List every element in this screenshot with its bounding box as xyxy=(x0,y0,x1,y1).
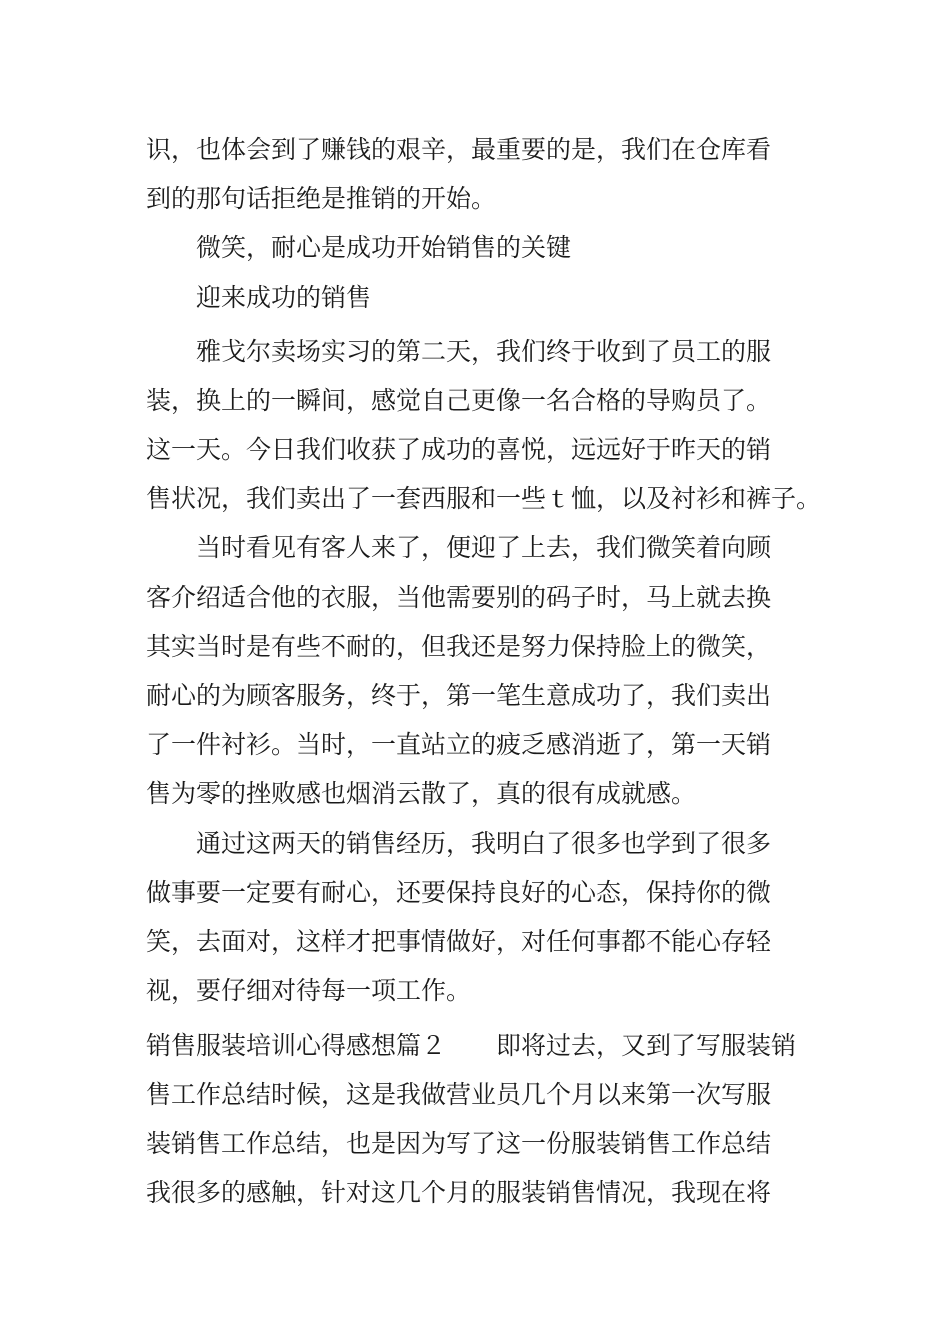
text-line: 客介绍适合他的衣服，当他需要别的码子时，马上就去换 xyxy=(146,583,772,612)
text-line: 做事要一定要有耐心，还要保持良好的心态，保持你的微 xyxy=(146,878,772,907)
text-line: 这一天。今日我们收获了成功的喜悦，远远好于昨天的销 xyxy=(146,435,772,464)
text-line: 当时看见有客人来了，便迎了上去，我们微笑着向顾 xyxy=(196,533,772,562)
text-line: 其实当时是有些不耐的，但我还是努力保持脸上的微笑， xyxy=(146,632,772,661)
text-line: 售状况，我们卖出了一套西服和一些ｔ恤，以及衬衫和裤子。 xyxy=(146,484,822,513)
text-line: 视，要仔细对待每一项工作。 xyxy=(146,976,472,1005)
text-line: 识，也体会到了赚钱的艰辛，最重要的是，我们在仓库看 xyxy=(146,135,772,164)
text-line: 装，换上的一瞬间，感觉自己更像一名合格的导购员了。 xyxy=(146,386,772,415)
text-line: 售工作总结时候，这是我做营业员几个月以来第一次写服 xyxy=(146,1080,772,1109)
text-line: 迎来成功的销售 xyxy=(196,283,372,312)
text-line: 我很多的感触，针对这几个月的服装销售情况，我现在将 xyxy=(146,1178,772,1207)
text-line: 到的那句话拒绝是推销的开始。 xyxy=(146,184,497,213)
text-line: 笑，去面对，这样才把事情做好，对任何事都不能心存轻 xyxy=(146,927,772,956)
text-line: 了一件衬衫。当时，一直站立的疲乏感消逝了，第一天销 xyxy=(146,730,772,759)
text-line: 售为零的挫败感也烟消云散了，真的很有成就感。 xyxy=(146,779,697,808)
text-line: 耐心的为顾客服务，终于，第一笔生意成功了，我们卖出 xyxy=(146,681,772,710)
text-line: 微笑，耐心是成功开始销售的关键 xyxy=(196,233,572,262)
text-line: 通过这两天的销售经历，我明白了很多也学到了很多 xyxy=(196,829,772,858)
text-line: 雅戈尔卖场实习的第二天，我们终于收到了员工的服 xyxy=(196,337,772,366)
text-line: 装销售工作总结，也是因为写了这一份服装销售工作总结 xyxy=(146,1129,772,1158)
text-line: 销售服装培训心得感想篇２ 即将过去，又到了写服装销 xyxy=(146,1031,797,1060)
